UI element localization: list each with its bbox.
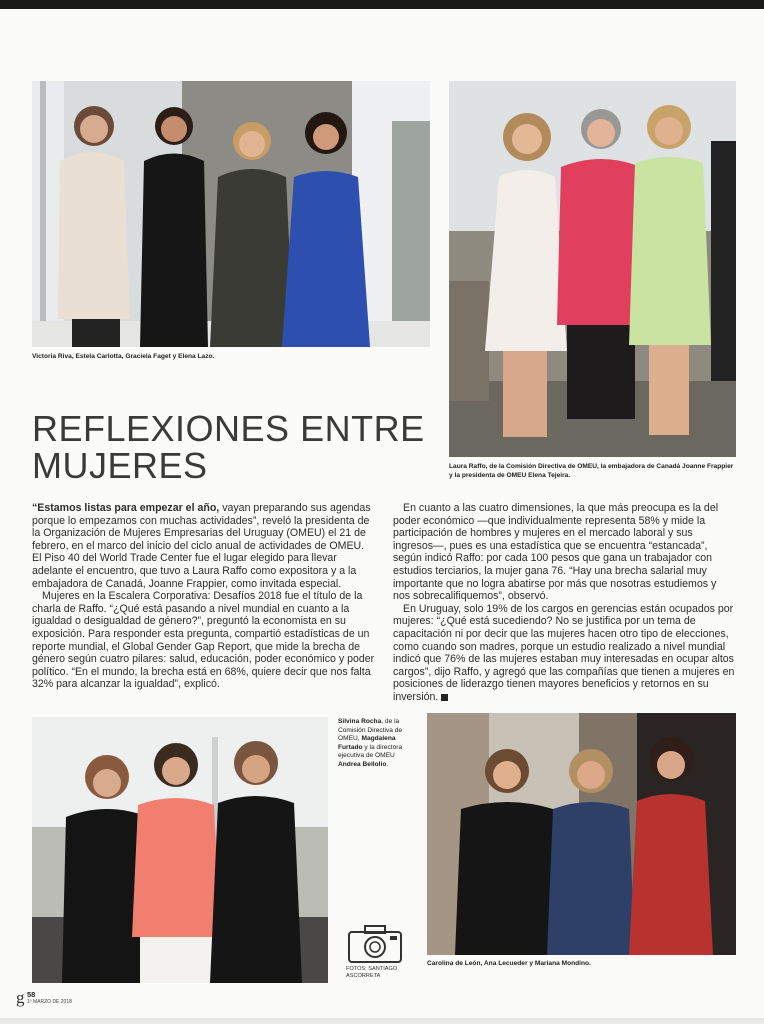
photo-top-left [32,81,430,347]
lead-in: “Estamos listas para empezar el año, [32,502,220,514]
caption-top-right: Laura Raffo, de la Comisión Directiva de OMEU, la embajadora de Canadá Joanne Frappier y la presidenta de OMEU Elena Tejeira. [449,463,734,479]
end-mark [441,694,448,701]
camera-icon [347,924,403,964]
paragraph-1 [32,502,376,590]
paragraph-1-body: vayan preparando sus agendas porque lo empezamos con muchas actividades”, reveló la presidenta de la Organización de Mujeres Empresarias del Uruguay (OMEU) el 21 de febrero, en el marco del inicio del ciclo anual de actividades de OMEU. El Piso 40 del World Trade Center fue el lugar elegido para llevar adelante el encuentro, que tuvo a Laura Raffo como expositora y a la embajadora de Canadá, Joanne Frappier, como invitada especial. [32,502,371,590]
page-number: 58 [27,990,36,999]
issue-date: 1º MARZO DE 2018 [27,999,72,1005]
article-title: REFLEXIONES ENTRE MUJERES [32,408,425,486]
caption-bottom-right: Carolina de León, Ana Lecueder y Mariana Mondino. [427,960,591,967]
article-column-right [393,502,735,704]
caption-text-1: , de la Comisión Directiva de OMEU, [338,718,403,743]
paragraph-4-body: En Uruguay, solo 19% de los cargos en gerencias están ocupados por mujeres: “¿Qué está sucediendo? No se justifica por un tema de capacitación ni por decir que las mujeres hacen otro tipo de elecciones, como cuando son madres, porque un estudio realizado a nivel mundial indicó que 76% de las mujeres estaban muy interesadas en ocupar altos cargos”, dijo Raffo, y agregó que las compañías que tienen a mujeres en posiciones de liderazgo tienen mayores beneficios y retornos en su inversión. [393,602,735,703]
caption-text-3: . [386,760,389,768]
caption-name-1: Silvina Rocha [338,718,382,725]
photo-bottom-right [427,713,736,955]
caption-top-left: Victoria Riva, Estela Carlotta, Graciela Faget y Elena Lazo. [32,353,215,360]
top-edge-bar [0,0,764,9]
photo-bottom-left [32,717,328,983]
caption-name-3: Andrea Bellolio [338,760,387,768]
paragraph-4 [393,603,735,704]
paragraph-2: Mujeres en la Escalera Corporativa: Desafíos 2018 fue el título de la charla de Raffo. “¿Qué está pasando a nivel mundial en cuanto a la igualdad o desigualdad de género?”, preguntó la economista en su exposición. Para responder esta pregunta, compartió estadísticas de un reporte mundial, el Global Gender Gap Report, que mide la brecha de género según cuatro pilares: salud, educación, poder económico y poder político. “En el mundo, la brecha está en 68%, quiere decir que nos falta 32% para alcanzar la igualdad”, explicó. [32,590,375,691]
caption-name-2: Magdalena Furtado [338,735,396,751]
magazine-logo: g [16,988,25,1007]
photo-top-right [449,81,736,457]
bottom-edge [0,1018,764,1024]
article-column-left [32,502,376,691]
caption-bottom-left [338,718,410,770]
caption-text-2: y la directora ejecutiva de OMEU [338,743,403,760]
paragraph-3: En cuanto a las cuatro dimensiones, la que más preocupa es la del poder económico —que individualmente representa 58% y mide la participación de hombres y mujeres en el mercado laboral y sus ingresos—, pues es una estadística que se encuentra “estancada”, según indicó Raffo: por cada 100 pesos que gana un trabajador con estudios terciarios, la mujer gana 76. “Hay una brecha salarial muy importante que no logra abatirse por más que nosotras estudiemos y nos sobrecalifiquemos”, observó. [393,502,719,603]
photo-credit: FOTOS: SANTIAGO ASCORRETA [346,966,398,979]
